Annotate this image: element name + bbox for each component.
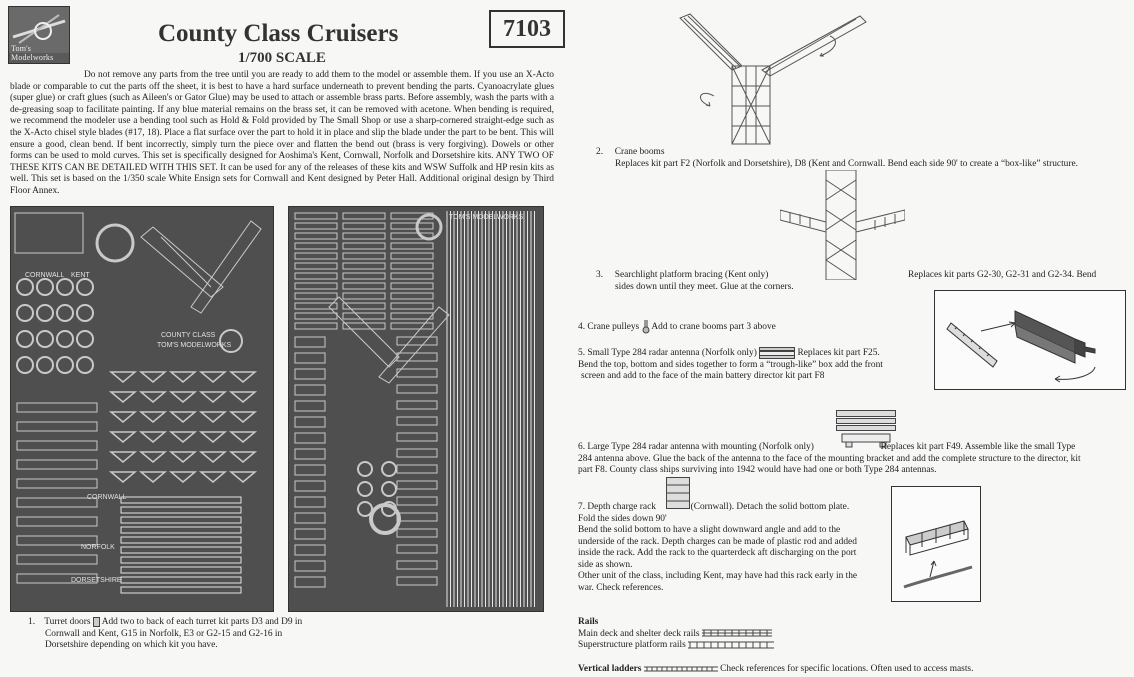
fret-part-rail	[343, 263, 385, 269]
fret-part-ring	[77, 357, 93, 373]
fret-part-triangle	[231, 392, 255, 402]
step-1-line-1: Add two to back of each turret kit parts D3 and D9 in	[101, 617, 303, 628]
fret-part-triangle	[201, 432, 225, 442]
step-1-line-3: Dorsetshire depending on which kit you have.	[45, 640, 218, 651]
step-1	[28, 617, 328, 652]
fret-part-rail	[343, 323, 385, 329]
fret-part-rail	[391, 253, 433, 259]
fret-part-rail	[295, 283, 337, 289]
fret-part-triangle	[141, 372, 165, 382]
fret-part-strip	[397, 385, 437, 393]
ladders-text: Check references for specific locations. Often used to access masts.	[720, 664, 974, 674]
fret-part-triangle	[111, 452, 135, 462]
fret-part-strip	[397, 337, 437, 345]
fret-part-rail	[391, 263, 433, 269]
fret-part-ring	[17, 279, 33, 295]
fret-part-rail	[121, 557, 241, 563]
step-7-line-7: Other unit of the class, including Kent, may have had this rack early in the	[578, 571, 858, 581]
depth-charge-drawing	[892, 487, 980, 601]
fret-part-strip	[397, 449, 437, 457]
fret-part-strip	[295, 465, 325, 475]
step-2-number: 2.	[596, 147, 604, 157]
fret-part-crane	[191, 221, 261, 313]
vertical-ladder-icon	[644, 666, 718, 672]
fret-part-ring	[358, 462, 372, 476]
fret-part-ring	[77, 331, 93, 347]
fret-part-ring	[57, 357, 73, 373]
fret-part-triangle	[171, 412, 195, 422]
etch-fret-right	[288, 206, 544, 612]
fret-part-rail	[343, 253, 385, 259]
step-4-text: Add to crane booms part 3 above	[651, 322, 776, 333]
main-deck-rails-label: Main deck and shelter deck rails	[578, 628, 700, 639]
fret-part-rail	[295, 323, 337, 329]
fret-part-ring	[358, 482, 372, 496]
fret-part-strip	[295, 401, 325, 411]
intro-paragraph: Do not remove any parts from the tree until you are ready to add them to the model or assemble them. If you use an X-Acto blade or comparable to cut the parts off the sheet, it is best to have a hard surface underneath to prevent bending the parts. Cyanoacrylate glues (super glue) or craft glues (such as Aileen's or Gator Glue) may be used to attach or assemble brass parts. Before assembly, wash the parts with a de-greasing soap to facilitate painting. If any blue material remains on the brass set, it can be removed with acetone. When bending is required, we recommend the modeler use a bending tool such as Hold & Fold provided by The Small Shop or use a sharp-cornered straight-edge such as the X-Acto chisel style blades (#17, 18). Place a flat surface over the part to hold it in place and slip the blade under the part to be bent. This will ensure a good, clean bend. If bent incorrectly, simply turn the piece over and flatten the bend out (brass is very forgiving). Dowels or other forms can be used to mold curves. This set is specifically designed for Aoshima's Kent, Cornwall, Norfolk and Dorsetshire kits. ANY TWO OF THESE KITS CAN BE DETAILED WITH THIS SET. It can be used for any of the releases of these kits and WSW Suffolk and HP resin kits as well. This set is based on the 1/350 scale White Ensign sets for Cornwall and Kent designed by Peter Hall. Additional original design by Third Floor Annex.	[10, 70, 554, 196]
step-7-line-1: (Cornwall). Detach the solid bottom plate.	[690, 502, 850, 512]
fret-part-strip	[397, 561, 437, 569]
fret-part-rail	[295, 293, 337, 299]
fret-part-strip	[397, 465, 437, 473]
fret-part-strip	[397, 433, 437, 441]
fret-part-strip	[295, 577, 325, 587]
fret-part-triangle	[171, 372, 195, 382]
main-rail-icon	[702, 629, 772, 637]
fret-part-rail	[295, 213, 337, 219]
fret-part-strip	[17, 460, 97, 469]
fret-part-rail	[121, 517, 241, 523]
superstructure-rail-icon	[688, 641, 774, 649]
fret-part-triangle	[111, 432, 135, 442]
fret-part-rail	[343, 273, 385, 279]
searchlight-bracing-drawing	[780, 170, 905, 280]
fret-part-strip	[397, 577, 437, 585]
fret-part-rail	[295, 263, 337, 269]
fret-part-strip	[295, 513, 325, 523]
step-7-line-6: side as shown.	[578, 559, 633, 570]
fret-part-strip	[17, 517, 97, 526]
step-5-line-1: Bend the top, bottom and sides together to form a “trough-like” box add the front	[578, 359, 883, 370]
fret-label: COUNTY CLASS	[161, 332, 216, 339]
step-6-line-1: 284 antenna above. Glue the back of the antenna to the face of the mounting bracket and add the complete structure to the director, kit	[578, 453, 1081, 464]
superstructure-rails-label: Superstructure platform rails	[578, 640, 686, 650]
small-radar-antenna-icon	[759, 347, 795, 359]
fret-label: DORSETSHIRE	[71, 577, 122, 584]
fret-part-triangle	[201, 392, 225, 402]
step-7-line-4: underside of the rack. Depth charges can be made of plastic rod and added	[578, 536, 857, 547]
fret-part-strip	[295, 433, 325, 443]
fret-part-strip	[17, 555, 97, 564]
fret-label: CORNWALL	[87, 494, 127, 501]
trough-bend-drawing	[935, 291, 1125, 389]
crane-boom-diagram	[670, 10, 870, 145]
fret-part-rail	[295, 243, 337, 249]
fret-part-rail	[295, 313, 337, 319]
fret-part-triangle	[201, 472, 225, 482]
fret-left-parts	[11, 207, 273, 611]
step-3-number: 3.	[596, 270, 604, 280]
fret-part-rail	[343, 303, 385, 309]
fret-part-rail	[121, 577, 241, 583]
fret-part-strip	[295, 545, 325, 555]
fret-part-strip	[397, 545, 437, 553]
fret-part-triangle	[171, 472, 195, 482]
step-3-title: Searchlight platform bracing (Kent only)	[614, 270, 769, 280]
fret-part-rail	[343, 283, 385, 289]
step-7-line-8: war. Check references.	[578, 582, 664, 593]
fret-part-rail	[391, 243, 433, 249]
fret-part-strip	[397, 353, 437, 361]
fret-part-rail	[295, 233, 337, 239]
fret-part-strip	[17, 403, 97, 412]
fret-part-ring	[77, 305, 93, 321]
fret-label: TOM'S MODELWORKS	[157, 342, 232, 349]
fret-part-strip	[295, 353, 325, 363]
depth-charge-diagram	[891, 486, 981, 602]
fret-part-strip	[295, 529, 325, 539]
page-title: County Class Cruisers	[158, 20, 399, 47]
fret-part-rail	[121, 537, 241, 543]
fret-part-strip	[397, 481, 437, 489]
fret-part-rail	[343, 223, 385, 229]
ladders-title: Vertical ladders	[578, 664, 642, 674]
fret-part-triangle	[201, 412, 225, 422]
step-1-title: Turret doors	[44, 617, 91, 628]
fret-right-parts	[289, 207, 543, 611]
fret-part-triangle	[141, 392, 165, 402]
fret-part-triangle	[111, 372, 135, 382]
fret-part-rail	[343, 213, 385, 219]
fret-part-rail	[343, 233, 385, 239]
fret-part-strip	[17, 441, 97, 450]
rails-section	[578, 617, 998, 652]
fret-part-triangle	[231, 452, 255, 462]
ladders-section	[578, 664, 1118, 676]
step-6-replaces: Replaces kit part F49. Assemble like the small Type	[880, 442, 1076, 452]
fret-part-shield	[97, 225, 133, 261]
fret-part-strip	[295, 561, 325, 571]
fret-part-strip	[397, 497, 437, 505]
fret-part-ring	[37, 279, 53, 295]
fret-label: KENT	[71, 272, 90, 279]
step-7-title: 7. Depth charge rack	[578, 502, 656, 512]
fret-part-triangle	[111, 392, 135, 402]
fret-part-rail	[295, 273, 337, 279]
fret-part-strip	[17, 498, 97, 507]
trough-bend-diagram	[934, 290, 1126, 390]
fret-part-ring	[57, 279, 73, 295]
step-4-title: 4. Crane pulleys	[578, 322, 640, 333]
fret-part-ring	[37, 331, 53, 347]
fret-part-ring	[37, 357, 53, 373]
fret-part-triangle	[231, 372, 255, 382]
fret-label: CORNWALL	[25, 272, 65, 279]
fret-part-strip	[295, 337, 325, 347]
fret-part-rail	[121, 587, 241, 593]
step-5	[578, 347, 938, 383]
logo-text: Tom's Modelworks	[11, 44, 54, 62]
fret-part-ring	[57, 305, 73, 321]
fret-part-ring	[77, 279, 93, 295]
turret-door-icon	[93, 617, 100, 627]
fret-part-triangle	[171, 392, 195, 402]
fret-part-rail	[121, 567, 241, 573]
rails-title: Rails	[578, 617, 599, 627]
fret-part-triangle	[141, 432, 165, 442]
step-6-line-2: part F8. County class ships surviving into 1942 would have had one or both Type 284 antennas.	[578, 465, 937, 475]
fret-part-rail	[391, 283, 433, 289]
fret-part-strip	[17, 422, 97, 431]
fret-part-strip	[17, 479, 97, 488]
step-1-number: 1.	[28, 617, 36, 628]
step-5-line-2: screen and add to the face of the main battery director kit part F8	[581, 371, 825, 382]
step-3-replaces: Replaces kit parts G2-30, G2-31 and G2-34. Bend	[908, 270, 1097, 280]
fret-part-rail	[295, 253, 337, 259]
step-2	[596, 147, 1126, 170]
fret-part-rail	[391, 273, 433, 279]
fret-part-strip	[295, 385, 325, 395]
step-7	[578, 502, 888, 594]
fret-part-rail	[391, 303, 433, 309]
fret-part-ring	[17, 305, 33, 321]
fret-part-ring	[382, 482, 396, 496]
searchlight-bracing-diagram	[780, 170, 905, 280]
fret-part-triangle	[171, 432, 195, 442]
step-5-title: 5. Small Type 284 radar antenna (Norfolk only)	[578, 348, 757, 359]
crane-pulley-icon	[642, 320, 650, 334]
fret-part-triangle	[171, 452, 195, 462]
fret-part-ring	[57, 331, 73, 347]
fret-part-rail	[121, 527, 241, 533]
fret-part-strip	[295, 481, 325, 491]
fret-part-triangle	[141, 452, 165, 462]
step-5-replaces: Replaces kit part F25.	[797, 348, 880, 359]
scale-label: 1/700 SCALE	[238, 50, 326, 66]
fret-part-rail	[391, 293, 433, 299]
fret-part-ring	[382, 462, 396, 476]
step-6	[578, 442, 1128, 477]
fret-label: TOM'S MODELWORKS	[449, 214, 524, 221]
fret-part-strip	[397, 513, 437, 521]
fret-part-triangle	[111, 472, 135, 482]
brand-logo	[8, 6, 70, 64]
fret-part-frame	[15, 213, 83, 253]
step-3-text: sides down until they meet. Glue at the corners.	[615, 281, 794, 292]
fret-part-rail	[343, 313, 385, 319]
fret-part-strip	[295, 369, 325, 379]
fret-label: NORFOLK	[81, 544, 115, 551]
step-4	[578, 320, 898, 334]
fret-part-rail	[391, 323, 433, 329]
step-7-line-3: Bend the solid bottom to have a slight downward angle and add to the	[578, 525, 841, 535]
fret-part-rail	[121, 497, 241, 503]
fret-part-rail	[121, 507, 241, 513]
fret-part-strip	[397, 369, 437, 377]
fret-part-triangle	[201, 452, 225, 462]
step-2-text: Replaces kit part F2 (Norfolk and Dorsetshire), D8 (Kent and Cornwall. Bend each side 90' to create a “box-like” structure.	[615, 158, 1078, 169]
crane-boom-drawing	[670, 10, 870, 145]
fret-part-triangle	[111, 412, 135, 422]
fret-part-rail	[391, 223, 433, 229]
fret-part-strip	[295, 449, 325, 459]
fret-part-ring	[37, 305, 53, 321]
fret-part-rail	[391, 313, 433, 319]
step-2-title: Crane booms	[614, 147, 665, 157]
step-1-line-2: Cornwall and Kent, G15 in Norfolk, E3 or G2-15 and G2-16 in	[45, 628, 283, 639]
fret-part-strip	[397, 529, 437, 537]
fret-part-triangle	[231, 412, 255, 422]
step-7-line-5: inside the rack. Add the rack to the quarterdeck aft discharging on the port	[578, 548, 857, 558]
fret-part-rail	[343, 293, 385, 299]
etch-fret-left	[10, 206, 274, 612]
step-7-line-2: Fold the sides down 90'	[578, 513, 667, 524]
fret-part-strip	[397, 401, 437, 409]
fret-part-triangle	[141, 412, 165, 422]
fret-part-rail	[121, 547, 241, 553]
step-3	[596, 270, 796, 293]
fret-part-strip	[295, 497, 325, 507]
step-6-title: 6. Large Type 284 radar antenna with mounting (Norfolk only)	[578, 442, 814, 452]
fret-part-rail	[295, 223, 337, 229]
fret-part-crane	[329, 297, 449, 383]
fret-part-ring	[17, 331, 33, 347]
fret-part-strip	[397, 417, 437, 425]
fret-part-rail	[343, 243, 385, 249]
fret-part-triangle	[141, 472, 165, 482]
fret-part-triangle	[231, 432, 255, 442]
fret-part-shield	[371, 505, 399, 533]
kit-number-box: 7103	[489, 10, 565, 48]
fret-part-triangle	[201, 372, 225, 382]
fret-part-ring	[17, 357, 33, 373]
fret-part-triangle	[231, 472, 255, 482]
fret-part-crane	[141, 227, 223, 297]
fret-part-strip	[295, 417, 325, 427]
